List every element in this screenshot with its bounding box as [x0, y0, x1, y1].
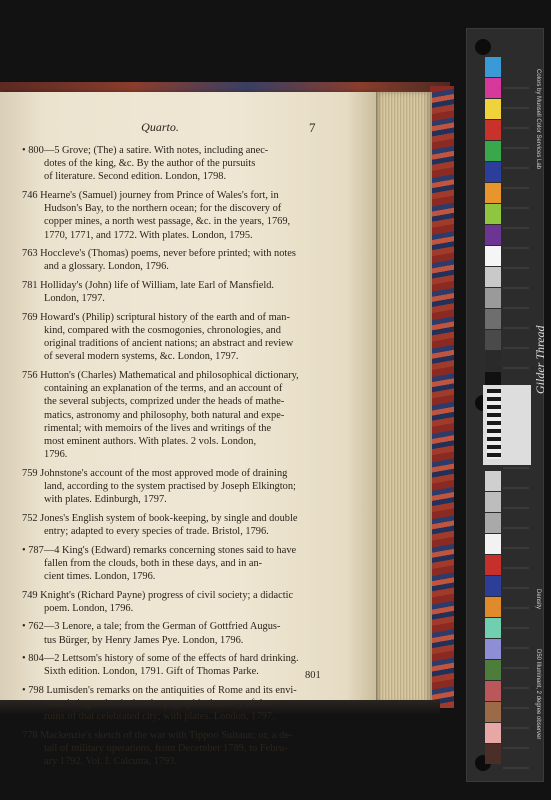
- strip-density-label: Density: [535, 589, 541, 610]
- catalogue-entry: [22, 247, 332, 273]
- color-swatch: [485, 576, 501, 596]
- entry-first-line: 759 Johnstone's account of the most approved mode of draining: [22, 467, 288, 479]
- entry-continuation-line: copper mines, a north west passage, &c. in the years, 1769,: [44, 216, 291, 228]
- color-swatch: [485, 141, 501, 161]
- entry-first-line: • 800—5 Grove; (The) a satire. With notes, including anec-: [22, 145, 269, 156]
- catalogue-entry: [22, 652, 332, 678]
- entry-continuation-line: cient times. London, 1796.: [44, 571, 156, 583]
- catalogue-entry: [22, 544, 332, 584]
- page-number: 7: [309, 120, 316, 135]
- color-swatch: [485, 597, 501, 617]
- entry-continuation-line: 1796.: [44, 449, 68, 461]
- color-swatch: [485, 330, 501, 350]
- catalogue-entry: [22, 512, 332, 538]
- entry-continuation-line: London, 1797.: [44, 293, 105, 305]
- color-swatch: [485, 534, 501, 554]
- entry-first-line: 752 Jones's English system of book-keeping, by single and double: [22, 512, 298, 524]
- catalogue-entries: [22, 144, 332, 774]
- entry-first-line: 746 Hearne's (Samuel) journey from Prince of Wales's fort, in: [22, 190, 279, 201]
- color-swatch: [485, 309, 501, 329]
- catalogue-entry: [22, 369, 332, 461]
- catalogue-entry: [22, 684, 332, 724]
- entry-continuation-line: and a glossary. London, 1796.: [44, 261, 169, 273]
- entry-continuation-line: of literature. Second edition. London, 1798.: [44, 171, 227, 183]
- color-swatch: [485, 744, 501, 764]
- entry-continuation-line: dotes of the king, &c. By the author of the pursuits: [44, 158, 256, 170]
- entry-first-line: 769 Howard's (Philip) scriptural history of the earth and of man-: [22, 311, 290, 323]
- entry-continuation-line: fallen from the clouds, both in these days, and in an-: [44, 557, 263, 569]
- catalogue-entry: [22, 189, 332, 242]
- color-swatch: [485, 99, 501, 119]
- color-swatch: [485, 513, 501, 533]
- entry-continuation-line: of several modern systems, &c. London, 1797.: [44, 351, 239, 363]
- entry-continuation-line: poem. London, 1796.: [44, 602, 134, 614]
- color-swatch: [485, 288, 501, 308]
- entry-continuation-line: rimental; with memoirs of the lives and writings of the: [44, 422, 272, 434]
- catalogue-entry: [22, 729, 332, 769]
- entry-continuation-line: rons; being a classical and topographical survey of the: [44, 698, 270, 710]
- signature-mark: 801: [305, 670, 321, 681]
- entry-continuation-line: kind, compared with the cosmogonies, chronologies, and: [44, 325, 281, 336]
- entry-continuation-line: tus Bürger, by Henry James Pye. London, 1796.: [44, 634, 244, 646]
- entry-continuation-line: containing an explanation of the terms, and an account of: [44, 383, 283, 395]
- color-checker-strip: [466, 28, 547, 782]
- strip-illuminant-label: D50 Illuminant, 2 degree observer: [535, 649, 541, 740]
- entry-continuation-line: land, according to the system practised by Joseph Elkington;: [44, 481, 296, 493]
- entry-continuation-line: entry; adapted to every species of trade. Bristol, 1796.: [44, 526, 269, 538]
- marbled-cover-edge: [430, 86, 454, 708]
- entry-continuation-line: matics, astronomy and philosophy, both natural and expe-: [44, 409, 285, 421]
- color-swatch: [485, 57, 501, 77]
- entry-continuation-line: ary 1792. Vol. I. Calcutta, 1793.: [44, 756, 177, 768]
- entry-continuation-line: the several subjects, comprized under the heads of mathe-: [44, 396, 285, 408]
- entry-continuation-line: 1770, 1771, and 1772. With plates. London, 1795.: [44, 229, 253, 241]
- entry-continuation-line: most eminent authors. With plates. 2 vols. London,: [44, 436, 257, 448]
- catalogue-entry: [22, 620, 332, 646]
- color-swatch: [485, 681, 501, 701]
- catalogue-entry: [22, 589, 332, 615]
- strip-title: Gilder Thread: [533, 325, 547, 394]
- strip-hole: [475, 39, 491, 55]
- catalogue-entry: [22, 467, 332, 507]
- color-swatch: [485, 267, 501, 287]
- entry-first-line: • 787—4 King's (Edward) remarks concerning stones said to have: [22, 544, 297, 556]
- entry-first-line: 763 Hoccleve's (Thomas) poems, never before printed; with notes: [22, 248, 296, 260]
- entry-first-line: 749 Knight's (Richard Payne) progress of civil society; a didactic: [22, 589, 294, 601]
- strip-caption: Colors by Munsell Color Services Lab: [535, 69, 541, 170]
- entry-continuation-line: Hudson's Bay, to the northern ocean; for the discovery of: [44, 203, 282, 215]
- color-swatch: [485, 183, 501, 203]
- strip-label-box: [483, 385, 531, 465]
- color-swatch: [485, 162, 501, 182]
- entry-continuation-line: ruins of that celebrated city; with plates. London, 1797.: [44, 711, 275, 723]
- entry-first-line: 756 Hutton's (Charles) Mathematical and philosophical dictionary,: [22, 370, 299, 381]
- catalogue-entry: [22, 144, 332, 184]
- entry-continuation-line: with plates. Edinburgh, 1797.: [44, 494, 167, 506]
- catalogue-entry: [22, 311, 332, 364]
- entry-first-line: 778 Mackenzie's sketch of the war with Tippoo Sultaun; or, a de-: [22, 730, 293, 741]
- color-swatch: [485, 723, 501, 743]
- entry-first-line: • 804—2 Lettsom's history of some of the effects of hard drinking.: [22, 653, 299, 665]
- entry-continuation-line: tail of military operations, from December 1789, to Febru-: [44, 743, 288, 755]
- color-swatch: [485, 660, 501, 680]
- color-swatch: [485, 225, 501, 245]
- entry-first-line: • 762—3 Lenore, a tale; from the German of Gottfried Augus-: [22, 621, 281, 633]
- color-swatch: [485, 702, 501, 722]
- page-edges: [372, 92, 432, 704]
- color-swatch: [485, 555, 501, 575]
- entry-continuation-line: original traditions of ancient nations; an abstract and review: [44, 338, 294, 350]
- catalogue-entry: [22, 279, 332, 305]
- color-swatch: [485, 78, 501, 98]
- color-swatch: [485, 492, 501, 512]
- color-swatch: [485, 204, 501, 224]
- entry-first-line: • 798 Lumisden's remarks on the antiquities of Rome and its envi-: [22, 685, 297, 696]
- entry-continuation-line: Sixth edition. London, 1791. Gift of Thomas Parke.: [44, 666, 259, 678]
- color-swatch: [485, 618, 501, 638]
- color-swatch: [485, 120, 501, 140]
- color-swatch: [485, 351, 501, 371]
- color-swatch: [485, 639, 501, 659]
- color-swatch: [485, 471, 501, 491]
- running-head: Quarto.: [141, 120, 179, 134]
- color-swatch: [485, 246, 501, 266]
- entry-first-line: 781 Holliday's (John) life of William, late Earl of Mansfield.: [22, 280, 275, 291]
